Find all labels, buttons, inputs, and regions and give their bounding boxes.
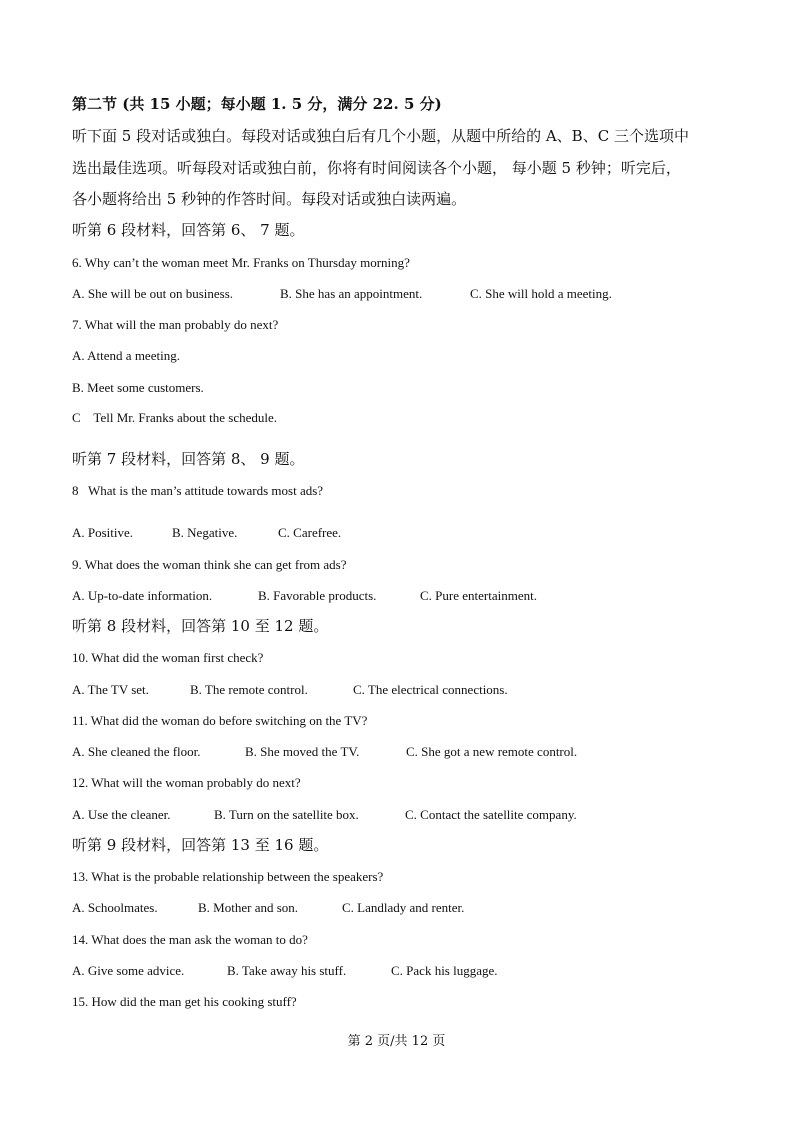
instructions-line-2: 选出最佳选项。听每段对话或独白前，你将有时间阅读各个小题， 每小题 5 秒钟；听完后，	[72, 159, 681, 177]
group-heading-9: 听第 9 段材料，回答第 13 至 16 题。	[72, 836, 329, 854]
question-11: 11. What did the woman do before switching on the TV?	[72, 713, 368, 728]
option-10b: B. The remote control.	[190, 682, 308, 697]
option-7a: A. Attend a meeting.	[72, 348, 180, 363]
option-10c: C. The electrical connections.	[353, 682, 508, 697]
question-7: 7. What will the man probably do next?	[72, 317, 279, 332]
instructions-line-1: 听下面 5 段对话或独白。每段对话或独白后有几个小题，从题中所给的 A、B、C 三个选项中	[72, 127, 689, 145]
question-8: 8 What is the man’s attitude towards most ads?	[72, 483, 324, 498]
option-13a: A. Schoolmates.	[72, 900, 158, 915]
option-14c: C. Pack his luggage.	[391, 963, 498, 978]
page-footer: 第 2 页/共 12 页	[347, 1034, 446, 1049]
option-9b: B. Favorable products.	[258, 588, 377, 603]
option-6c: C. She will hold a meeting.	[470, 286, 612, 301]
option-7c: C Tell Mr. Franks about the schedule.	[72, 410, 278, 425]
option-12a: A. Use the cleaner.	[72, 807, 171, 822]
option-14b: B. Take away his stuff.	[227, 963, 347, 978]
group-heading-6: 听第 6 段材料，回答第 6、 7 题。	[72, 221, 305, 239]
question-14: 14. What does the man ask the woman to do?	[72, 932, 308, 947]
question-10: 10. What did the woman first check?	[72, 650, 264, 665]
option-11c: C. She got a new remote control.	[406, 744, 578, 759]
group-heading-7: 听第 7 段材料，回答第 8、 9 题。	[72, 450, 305, 468]
section-heading: 第二节 (共 15 小题；每小题 1. 5 分，满分 22. 5 分)	[72, 95, 442, 113]
option-7b: B. Meet some customers.	[72, 380, 204, 395]
option-10a: A. The TV set.	[72, 682, 149, 697]
option-8a: A. Positive.	[72, 525, 134, 540]
option-6b: B. She has an appointment.	[280, 286, 423, 301]
question-6: 6. Why can’t the woman meet Mr. Franks on Thursday morning?	[72, 255, 410, 270]
option-14a: A. Give some advice.	[72, 963, 185, 978]
option-13b: B. Mother and son.	[198, 900, 299, 915]
question-9: 9. What does the woman think she can get from ads?	[72, 557, 347, 572]
option-11a: A. She cleaned the floor.	[72, 744, 201, 759]
option-12b: B. Turn on the satellite box.	[214, 807, 359, 822]
option-8b: B. Negative.	[172, 525, 238, 540]
option-8c: C. Carefree.	[278, 525, 342, 540]
question-15: 15. How did the man get his cooking stuff?	[72, 994, 297, 1009]
option-9a: A. Up-to-date information.	[72, 588, 213, 603]
option-11b: B. She moved the TV.	[245, 744, 360, 759]
option-12c: C. Contact the satellite company.	[405, 807, 577, 822]
option-13c: C. Landlady and renter.	[342, 900, 465, 915]
option-6a: A. She will be out on business.	[72, 286, 234, 301]
question-13: 13. What is the probable relationship between the speakers?	[72, 869, 384, 884]
question-12: 12. What will the woman probably do next?	[72, 775, 301, 790]
option-9c: C. Pure entertainment.	[420, 588, 537, 603]
instructions-line-3: 各小题将给出 5 秒钟的作答时间。每段对话或独白读两遍。	[72, 190, 467, 208]
group-heading-8: 听第 8 段材料，回答第 10 至 12 题。	[72, 617, 329, 635]
